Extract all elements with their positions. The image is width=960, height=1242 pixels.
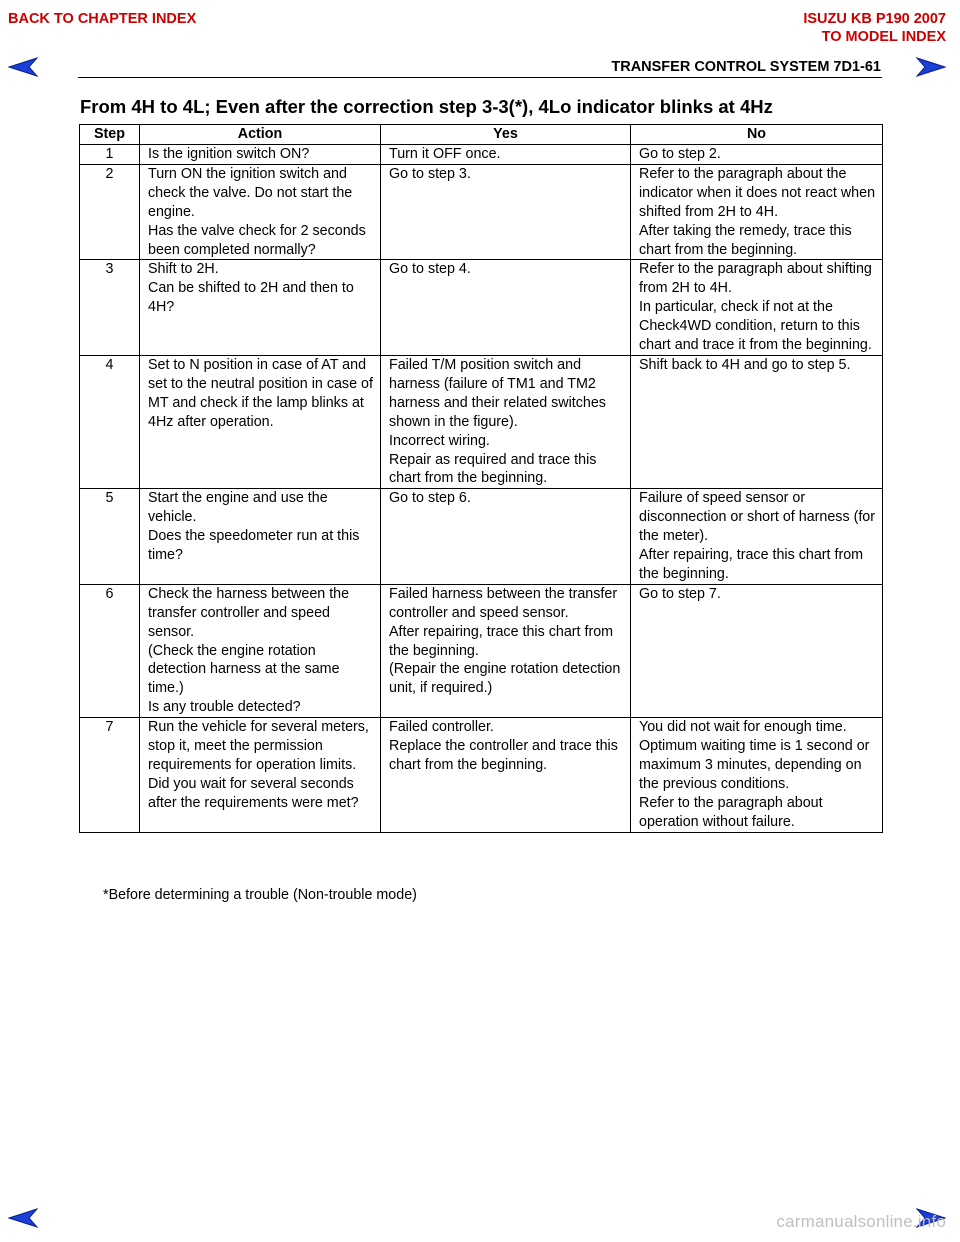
previous-page-arrow-icon[interactable]	[8, 57, 38, 77]
action-text: Run the vehicle for several meters, stop it, meet the permission requirements for operation limits.	[148, 719, 369, 773]
column-header-yes: Yes	[381, 125, 631, 145]
yes-cell	[381, 718, 631, 832]
yes-cell	[381, 355, 631, 488]
column-header-action: Action	[140, 125, 381, 145]
no-text: You did not wait for enough time.	[639, 719, 847, 736]
no-cell	[631, 145, 883, 165]
table-header-row	[80, 125, 883, 145]
action-text: Can be shifted to 2H and then to 4H?	[148, 280, 354, 316]
previous-page-arrow-icon[interactable]	[8, 1208, 38, 1228]
yes-cell	[381, 145, 631, 165]
no-cell	[631, 164, 883, 260]
yes-cell	[381, 584, 631, 717]
action-text: Set to N position in case of AT and set to the neutral position in case of MT and check if the lamp blinks at 4Hz after operation.	[148, 356, 373, 430]
table-row	[80, 489, 883, 585]
yes-text: Go to step 3.	[389, 165, 471, 182]
action-text: Shift to 2H.	[148, 261, 219, 278]
watermark: carmanualsonline.info	[776, 1212, 946, 1231]
table-body	[80, 145, 883, 833]
no-text: Go to step 7.	[639, 585, 721, 602]
footnote: *Before determining a trouble (Non-trouble mode)	[103, 887, 417, 903]
yes-cell	[381, 260, 631, 356]
action-text: Start the engine and use the vehicle.	[148, 490, 328, 526]
action-text: Does the speedometer run at this time?	[148, 528, 360, 564]
action-text: Has the valve check for 2 seconds been completed normally?	[148, 222, 366, 258]
no-text: After taking the remedy, trace this chart from the beginning.	[639, 222, 852, 258]
table-row	[80, 355, 883, 488]
section-header: TRANSFER CONTROL SYSTEM 7D1-61	[611, 59, 881, 75]
table-row	[80, 164, 883, 260]
troubleshooting-table	[79, 124, 883, 833]
action-text: Check the harness between the transfer controller and speed sensor.	[148, 585, 350, 640]
action-cell	[140, 355, 381, 488]
no-text: Refer to the paragraph about the indicator when it does not react when shifted from 2H to 4H.	[639, 165, 876, 220]
yes-text: Repair as required and trace this chart from the beginning.	[389, 451, 597, 487]
no-text: In particular, check if not at the Check4WD condition, return to this chart and trace it from the beginning.	[639, 299, 872, 354]
model-title-link[interactable]: ISUZU KB P190 2007	[803, 11, 946, 27]
no-cell	[631, 718, 883, 832]
yes-text: Failed harness between the transfer controller and speed sensor.	[389, 585, 618, 621]
action-cell	[140, 164, 381, 260]
yes-text: Go to step 6.	[389, 490, 471, 507]
no-text: Optimum waiting time is 1 second or maximum 3 minutes, depending on the previous conditions.	[639, 738, 870, 792]
yes-text: After repairing, trace this chart from the beginning.	[389, 623, 614, 659]
yes-text: (Repair the engine rotation detection unit, if required.)	[389, 661, 621, 697]
no-text: Go to step 2.	[639, 146, 721, 162]
page-title: From 4H to 4L; Even after the correction step 3-3(*), 4Lo indicator blinks at 4Hz	[80, 96, 773, 117]
action-cell	[140, 584, 381, 717]
table-row	[80, 260, 883, 356]
no-text: Refer to the paragraph about operation without failure.	[639, 794, 823, 830]
yes-text: Failed T/M position switch and harness (failure of TM1 and TM2 harness and their related switches shown in the figure).	[389, 356, 606, 430]
step-number: 7	[80, 718, 140, 832]
step-number: 3	[80, 260, 140, 356]
step-number: 5	[80, 489, 140, 585]
yes-text: Incorrect wiring.	[389, 432, 490, 449]
yes-text: Go to step 4.	[389, 261, 471, 278]
no-cell	[631, 489, 883, 585]
no-text: Refer to the paragraph about shifting from 2H to 4H.	[639, 261, 872, 297]
action-cell	[140, 260, 381, 356]
no-text: Shift back to 4H and go to step 5.	[639, 356, 851, 373]
back-to-chapter-index-link[interactable]: BACK TO CHAPTER INDEX	[8, 11, 197, 27]
step-number: 2	[80, 164, 140, 260]
step-number: 6	[80, 584, 140, 717]
action-cell	[140, 489, 381, 585]
next-page-arrow-icon[interactable]	[916, 57, 946, 77]
table-row	[80, 584, 883, 717]
action-text: Did you wait for several seconds after the requirements were met?	[148, 775, 359, 811]
column-header-step: Step	[80, 125, 140, 145]
action-cell	[140, 145, 381, 165]
no-text: After repairing, trace this chart from the beginning.	[639, 547, 864, 582]
yes-cell	[381, 489, 631, 585]
table-row	[80, 145, 883, 165]
yes-text: Turn it OFF once.	[389, 146, 501, 162]
step-number: 4	[80, 355, 140, 488]
action-text: (Check the engine rotation detection harness at the same time.)	[148, 642, 340, 697]
action-text: Is the ignition switch ON?	[148, 146, 310, 162]
table-row	[80, 718, 883, 832]
no-cell	[631, 355, 883, 488]
action-cell	[140, 718, 381, 832]
yes-cell	[381, 164, 631, 260]
to-model-index-link[interactable]: TO MODEL INDEX	[821, 29, 946, 45]
column-header-no: No	[631, 125, 883, 145]
action-text: Turn ON the ignition switch and check the valve. Do not start the engine.	[148, 165, 353, 220]
step-number: 1	[80, 145, 140, 165]
header-divider	[78, 77, 882, 78]
yes-text: Replace the controller and trace this chart from the beginning.	[389, 738, 618, 773]
no-cell	[631, 584, 883, 717]
no-cell	[631, 260, 883, 356]
no-text: Failure of speed sensor or disconnection or short of harness (for the meter).	[639, 490, 876, 545]
yes-text: Failed controller.	[389, 719, 494, 736]
action-text: Is any trouble detected?	[148, 699, 301, 716]
